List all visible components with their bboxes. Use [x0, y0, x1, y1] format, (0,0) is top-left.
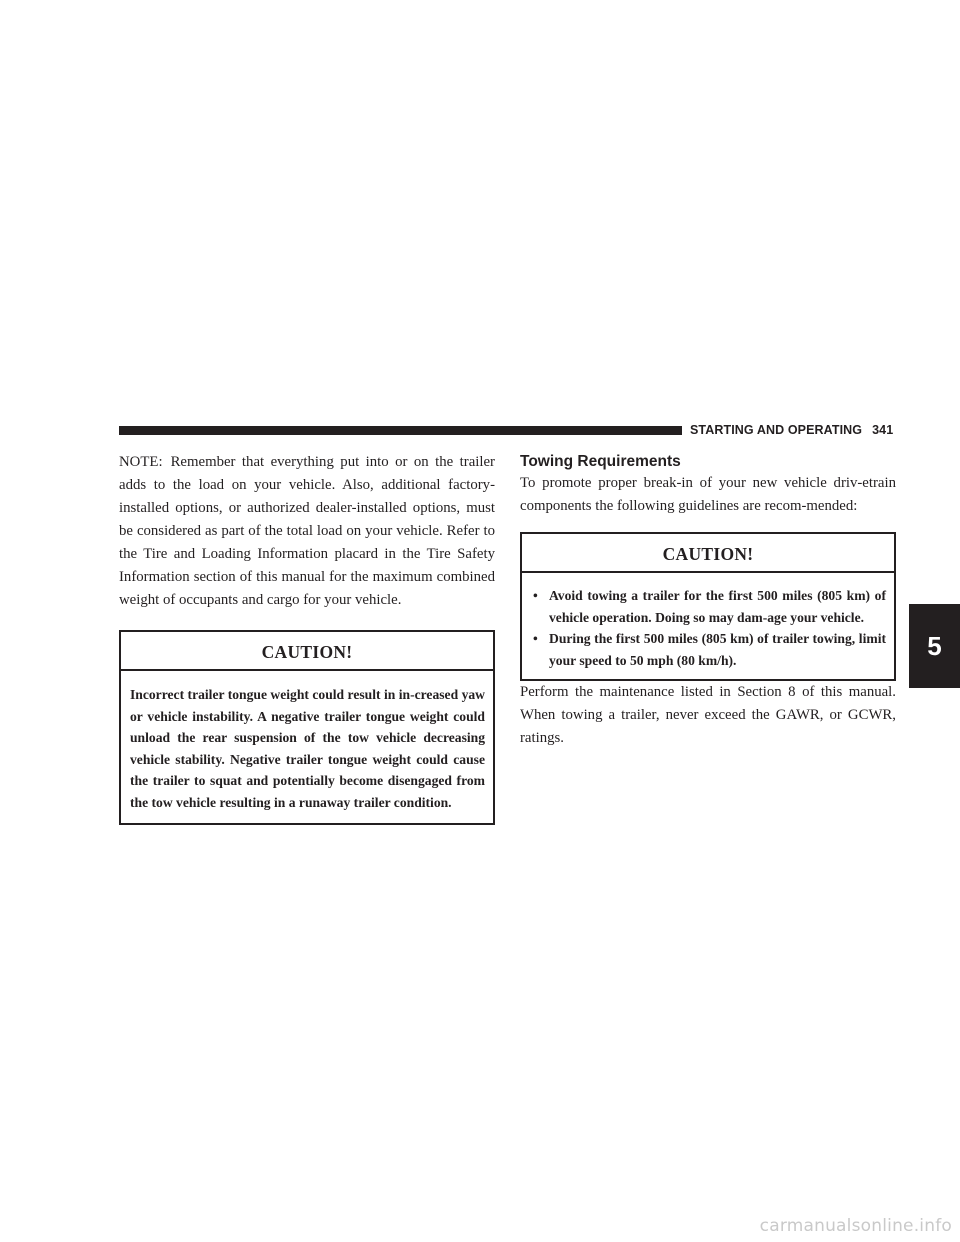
- section-title: STARTING AND OPERATING: [690, 423, 863, 437]
- watermark-text: carmanualsonline.info: [759, 1216, 952, 1236]
- caution-text: Incorrect trailer tongue weight could result in in-creased yaw or vehicle instability. A negative trailer tongue weight could unload the rear suspension of the tow vehicle decreasing vehicle stability. Negative trailer tongue weight could cause the trailer to squat and potentially become disengaged from the tow vehicle resulting in a runaway trailer condition.: [130, 687, 485, 810]
- page-number: 341: [872, 423, 894, 437]
- note-paragraph: [119, 451, 495, 612]
- chapter-tab: 5: [909, 604, 960, 688]
- note-label: NOTE:: [119, 454, 163, 470]
- caution-item: • During the first 500 miles (805 km) of trailer towing, limit your speed to 50 mph (80 km/h).: [531, 628, 886, 671]
- caution-body: [522, 573, 894, 679]
- caution-list: [531, 585, 886, 671]
- running-header: [690, 421, 905, 439]
- intro-paragraph: To promote proper break-in of your new vehicle driv-etrain components the following guidelines are recom-mended:: [520, 475, 896, 514]
- caution-title: CAUTION!: [522, 534, 894, 573]
- note-text: Remember that everything put into or on the trailer adds to the load on your vehicle. Also, additional factory-installed options, or authorized dealer-installed options, must be considered as part of the total load on your vehicle. Refer to the Tire and Loading Information placard in the Tire Safety Information section of this manual for the maximum combined weight of occupants and cargo for your vehicle.: [119, 454, 495, 608]
- caution-title: CAUTION!: [121, 632, 493, 671]
- right-column: [520, 451, 896, 750]
- header-rule: [119, 426, 682, 435]
- closing-paragraph: Perform the maintenance listed in Section 8 of this manual. When towing a trailer, never exceed the GAWR, or GCWR, ratings.: [520, 684, 896, 746]
- left-column: [119, 451, 495, 825]
- section-heading: Towing Requirements: [520, 453, 681, 470]
- caution-box-break-in: [520, 532, 896, 681]
- caution-item: • Avoid towing a trailer for the first 500 miles (805 km) of vehicle operation. Doing so may dam-age your vehicle.: [531, 585, 886, 628]
- caution-box-tongue-weight: [119, 630, 495, 825]
